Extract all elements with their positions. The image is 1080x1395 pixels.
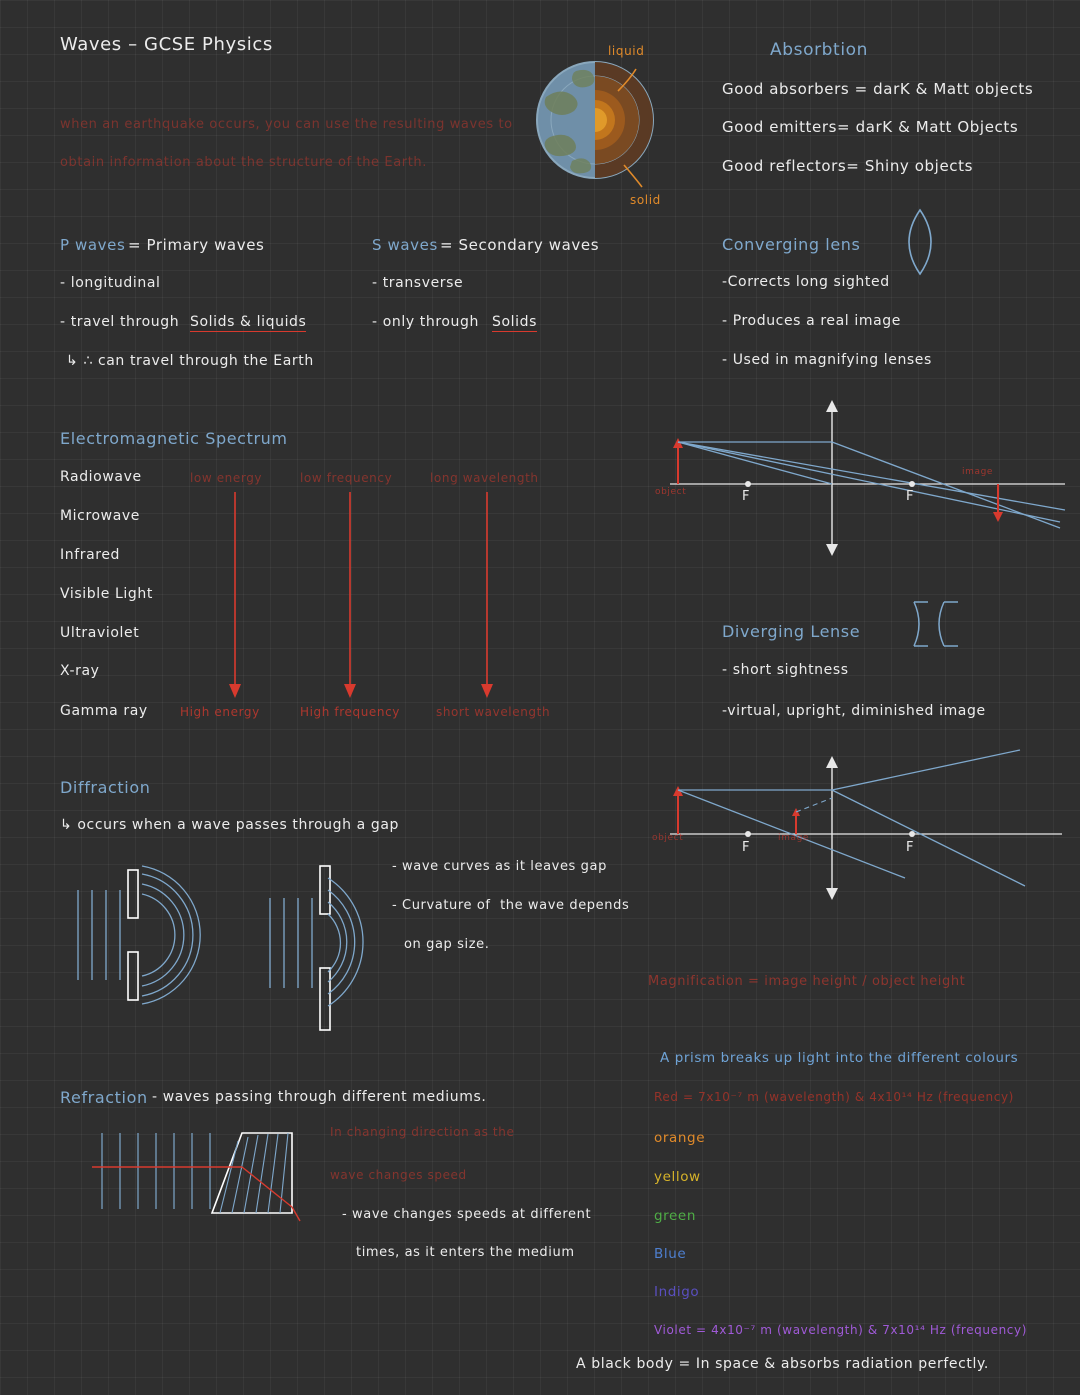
- converging-line-2: - Produces a real image: [722, 313, 901, 329]
- ray1-focal-right: F: [906, 489, 915, 504]
- ray2-focal-right: F: [906, 840, 915, 855]
- swaves-bullet-2-pre: - only through: [372, 314, 485, 330]
- em-item-0: Radiowave: [60, 469, 142, 485]
- prism-intro: A prism breaks up light into the different colours: [660, 1050, 1019, 1066]
- refraction-diagram: [92, 1125, 412, 1255]
- em-item-1: Microwave: [60, 508, 141, 524]
- refraction-red-note-2: wave changes speed: [330, 1168, 467, 1182]
- em-top-label-2: long wavelength: [430, 471, 539, 485]
- converging-lens-icon: [900, 205, 960, 285]
- pwaves-heading-rest: = Primary waves: [128, 236, 265, 254]
- ray1-focal-left: F: [742, 489, 751, 504]
- diffraction-note-1: - wave curves as it leaves gap: [392, 859, 607, 874]
- magnification-formula: Magnification = image height / object height: [648, 974, 966, 989]
- ray1-object-label: object: [655, 487, 687, 497]
- swaves-bullet-2-underlined: Solids: [492, 314, 538, 330]
- em-item-2: Infrared: [60, 547, 121, 563]
- diverging-ray-diagram: [650, 750, 1070, 910]
- diverging-line-2: -virtual, upright, diminished image: [722, 703, 986, 719]
- prism-colour-1: orange: [654, 1130, 706, 1146]
- prism-colour-0: Red = 7x10⁻⁷ m (wavelength) & 4x10¹⁴ Hz (frequency): [654, 1090, 1014, 1104]
- ray1-image-label: image: [962, 467, 994, 477]
- diffraction-note-2: - Curvature of the wave depends: [392, 898, 630, 913]
- pwaves-bullet-2-pre: - travel through: [60, 314, 185, 330]
- em-item-4: Ultraviolet: [60, 625, 140, 641]
- intro-line-2: obtain information about the structure of the Earth.: [60, 155, 427, 170]
- earth-label-liquid: liquid: [608, 44, 645, 58]
- earth-label-solid: solid: [630, 193, 661, 207]
- refraction-note-1: - wave changes speeds at different: [342, 1207, 592, 1222]
- em-item-3: Visible Light: [60, 586, 153, 602]
- absorption-line-1: Good absorbers = darK & Matt objects: [722, 80, 1034, 98]
- em-spectrum-arrows: [185, 470, 605, 730]
- page-title: Waves – GCSE Physics: [60, 34, 273, 55]
- refraction-heading-rest: - waves passing through different mediums.: [152, 1089, 487, 1105]
- em-item-6: Gamma ray: [60, 703, 148, 719]
- swaves-heading: S waves: [372, 236, 438, 254]
- converging-line-3: - Used in magnifying lenses: [722, 352, 932, 368]
- pwaves-bullet-1: - longitudinal: [60, 275, 161, 291]
- converging-ray-diagram: [650, 400, 1070, 580]
- converging-line-1: -Corrects long sighted: [722, 274, 890, 290]
- diverging-lens-icon: [908, 598, 978, 650]
- blackbody-note: A black body = In space & absorbs radiation perfectly.: [576, 1356, 989, 1372]
- prism-colour-3: green: [654, 1208, 696, 1224]
- swaves-bullet-1: - transverse: [372, 275, 464, 291]
- refraction-heading: Refraction: [60, 1088, 148, 1107]
- em-item-5: X-ray: [60, 663, 100, 679]
- prism-colour-5: Indigo: [654, 1284, 700, 1300]
- em-top-label-0: low energy: [190, 471, 263, 485]
- absorption-heading: Absorbtion: [770, 40, 869, 60]
- em-bottom-label-0: High energy: [180, 705, 260, 719]
- em-spectrum-heading: Electromagnetic Spectrum: [60, 429, 288, 448]
- ray2-image-label: image: [778, 833, 810, 843]
- prism-colour-6: Violet = 4x10⁻⁷ m (wavelength) & 7x10¹⁴ Hz (frequency): [654, 1323, 1027, 1337]
- absorption-line-2: Good emitters= darK & Matt Objects: [722, 118, 1019, 136]
- ray2-focal-left: F: [742, 840, 751, 855]
- em-top-label-1: low frequency: [300, 471, 393, 485]
- pwaves-heading: P waves: [60, 236, 126, 254]
- em-bottom-label-1: High frequency: [300, 705, 400, 719]
- diverging-line-1: - short sightness: [722, 662, 849, 678]
- pwaves-bullet-2-underlined: Solids & liquids: [190, 314, 307, 330]
- prism-colour-2: yellow: [654, 1169, 701, 1185]
- em-bottom-label-2: short wavelength: [436, 705, 551, 719]
- absorption-line-3: Good reflectors= Shiny objects: [722, 157, 974, 175]
- diffraction-sub: ↳ occurs when a wave passes through a gap: [60, 817, 400, 833]
- intro-line-1: when an earthquake occurs, you can use the resulting waves to: [60, 117, 513, 132]
- converging-heading: Converging lens: [722, 235, 861, 254]
- diffraction-note-3: on gap size.: [404, 937, 490, 952]
- diverging-heading: Diverging Lense: [722, 622, 861, 641]
- ray2-object-label: object: [652, 833, 684, 843]
- prism-colour-4: Blue: [654, 1246, 687, 1262]
- swaves-heading-rest: = Secondary waves: [440, 236, 600, 254]
- diffraction-heading: Diffraction: [60, 778, 151, 797]
- refraction-red-note-1: In changing direction as the: [330, 1125, 515, 1139]
- pwaves-bullet-3: ↳ ∴ can travel through the Earth: [66, 353, 314, 369]
- refraction-note-2: times, as it enters the medium: [356, 1245, 575, 1260]
